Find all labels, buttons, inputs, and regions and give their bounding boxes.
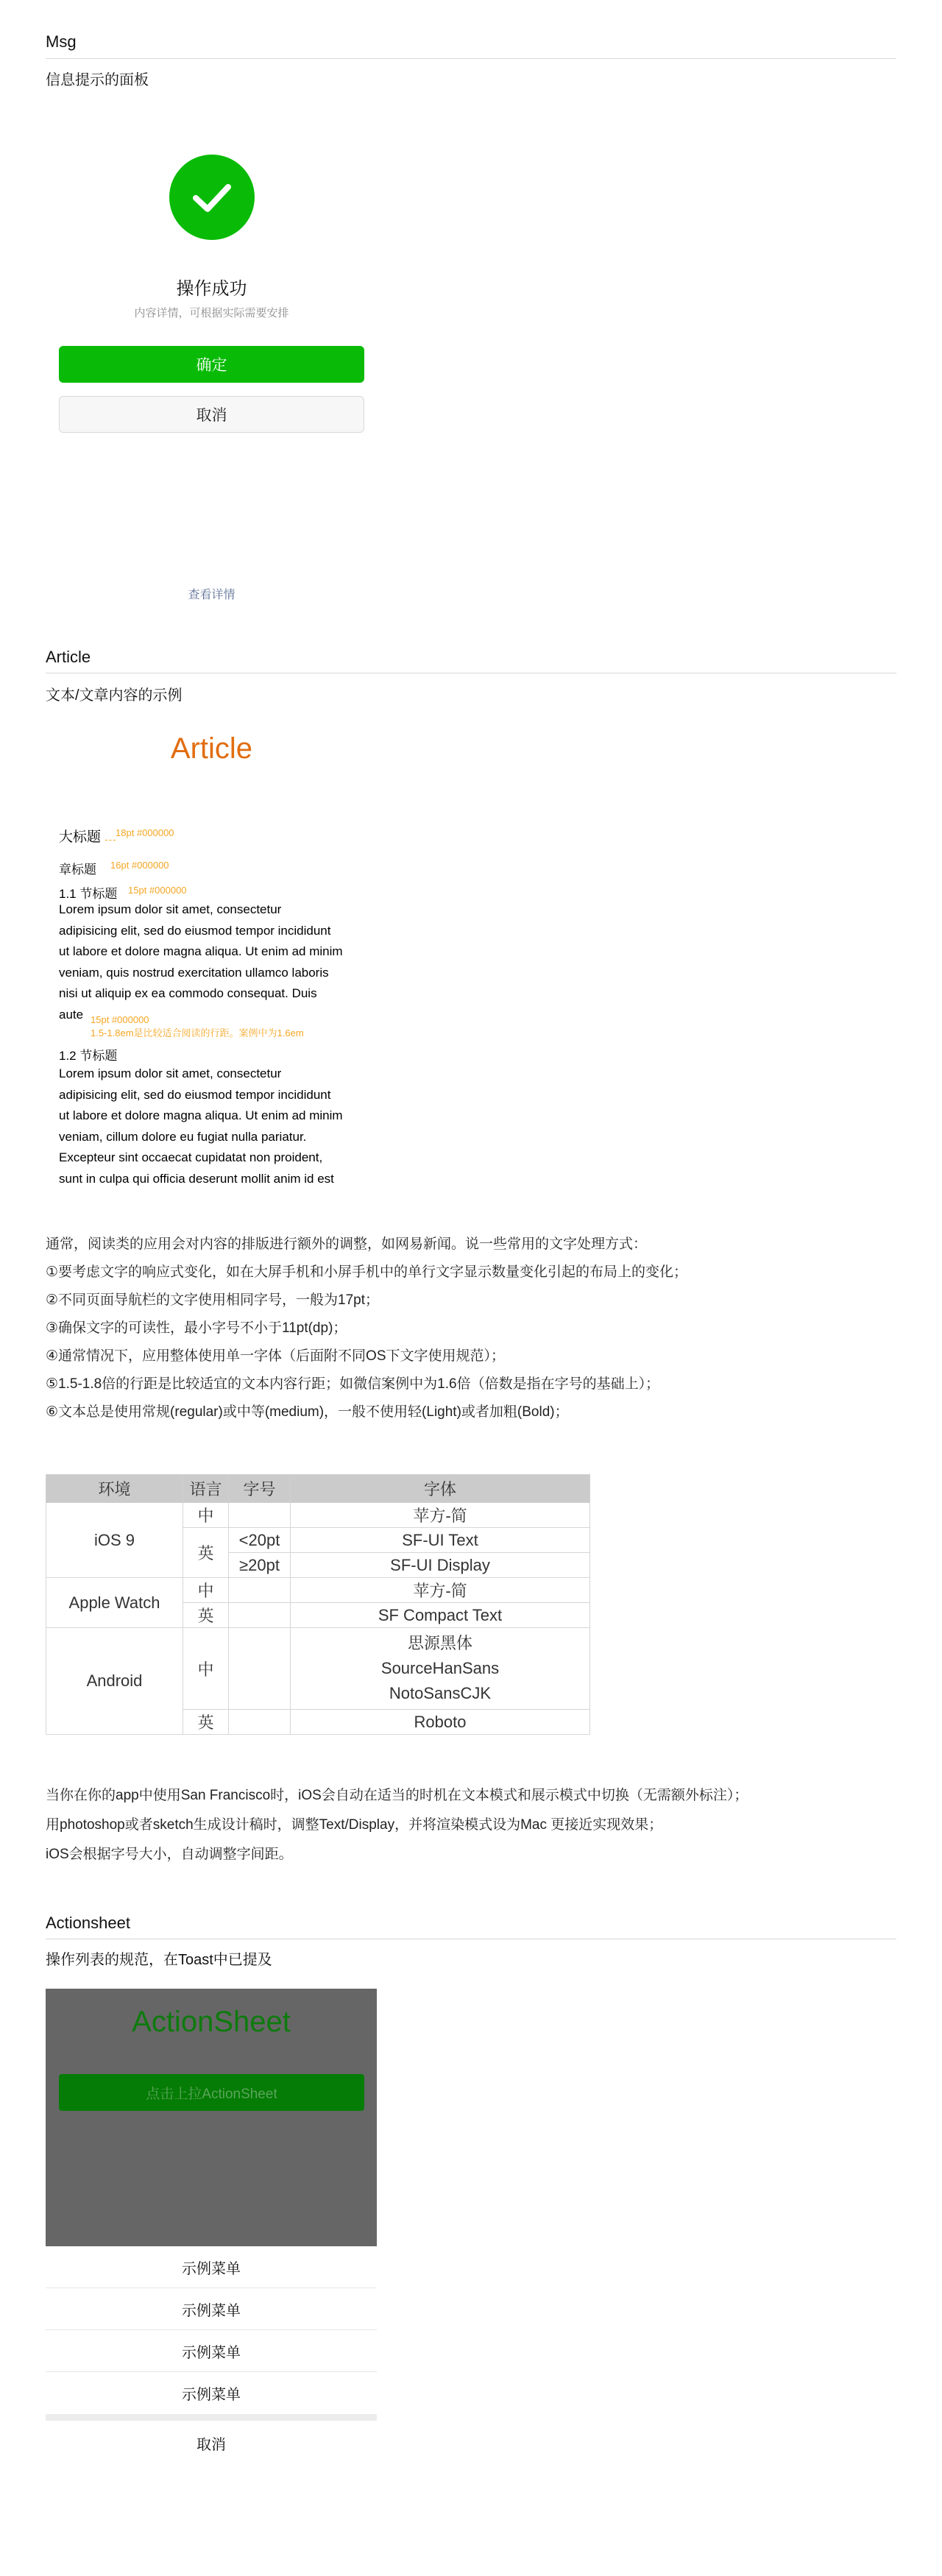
note-line: 用photoshop或者sketch生成设计稿时，调整Text/Display，并将渲染模式设为Mac 更接近实现效果；: [46, 1817, 663, 1833]
table-cell: 中: [183, 1628, 229, 1710]
font-name: 思源黑体: [407, 1634, 472, 1652]
table-cell: SF Compact Text: [291, 1603, 590, 1628]
paragraph-annotation-2: 1.5-1.8em是比较适合阅读的行距。案例中为1.6em: [91, 1027, 304, 1038]
msg-divider: [46, 58, 896, 59]
paragraph-line: Lorem ipsum dolor sit amet, consectetur: [59, 902, 282, 916]
table-cell: [291, 1628, 590, 1710]
big-title-annotation: 18pt #000000: [116, 827, 174, 838]
cancel-button[interactable]: 取消: [59, 396, 364, 433]
table-cell: iOS 9: [46, 1503, 183, 1578]
article-section2-title: 1.2 节标题: [59, 1049, 118, 1063]
paragraph-line: aute: [59, 1007, 84, 1022]
actionsheet-menu-item[interactable]: 示例菜单: [46, 2246, 377, 2288]
article-paragraph-1: [59, 899, 375, 1025]
paragraph-line: nisi ut aliquip ex ea commodo consequat. Duis: [59, 986, 317, 1000]
font-spec-table: [46, 1474, 590, 1735]
table-cell: 苹方-简: [291, 1503, 590, 1528]
paragraph-line: sunt in culpa qui officia deserunt mollit anim id est: [59, 1171, 334, 1186]
msg-heading: 操作成功: [176, 279, 247, 299]
typography-notes: [46, 1231, 687, 1426]
actionsheet-section-subtitle: 操作列表的规范，在Toast中已提及: [46, 1952, 272, 1968]
msg-section-subtitle: 信息提示的面板: [46, 72, 149, 88]
table-header: 字号: [229, 1475, 291, 1503]
table-cell: 中: [183, 1578, 229, 1603]
paragraph-line: ut labore et dolore magna aliqua. Ut enim ad minim: [59, 944, 343, 958]
table-cell: [229, 1628, 291, 1710]
table-cell: Roboto: [291, 1710, 590, 1735]
note-line: 当你在你的app中使用San Francisco时，iOS会自动在适当的时机在文本模式和展示模式中切换（无需额外标注）；: [46, 1788, 748, 1803]
note-line: 通常，阅读类的应用会对内容的排版进行额外的调整，如网易新闻。说一些常用的文字处理方式：: [46, 1236, 648, 1252]
note-line: iOS会根据字号大小，自动调整字间距。: [46, 1847, 293, 1862]
msg-section-title: Msg: [46, 32, 77, 51]
table-cell: 英: [183, 1710, 229, 1735]
article-heading: Article: [170, 732, 253, 765]
table-cell: Android: [46, 1628, 183, 1735]
table-cell: [229, 1603, 291, 1628]
table-cell: [229, 1710, 291, 1735]
article-chapter-title: 章标题: [59, 863, 96, 877]
table-row: [46, 1503, 590, 1528]
table-cell: 英: [183, 1603, 229, 1628]
paragraph-line: veniam, quis nostrud exercitation ullamco laboris: [59, 965, 329, 980]
table-cell: 中: [183, 1503, 229, 1528]
note-line: ④通常情况下，应用整体使用单一字体（后面附不同OS下文字使用规范）；: [46, 1348, 505, 1364]
paragraph-line: Excepteur sint occaecat cupidatat non proident,: [59, 1150, 323, 1164]
article-section-title: Article: [46, 648, 91, 666]
chapter-annotation: 16pt #000000: [110, 860, 169, 871]
table-header: 语言: [183, 1475, 229, 1503]
table-header: 字体: [291, 1475, 590, 1503]
section1-annotation: 15pt #000000: [128, 885, 187, 896]
actionsheet-separator: [46, 2414, 377, 2421]
actionsheet-menu-item[interactable]: 示例菜单: [46, 2372, 377, 2414]
show-actionsheet-button[interactable]: 点击上拉ActionSheet: [59, 2074, 364, 2111]
paragraph-line: veniam, cillum dolore eu fugiat nulla pariatur.: [59, 1129, 307, 1144]
table-header-row: [46, 1475, 590, 1503]
paragraph-line: Lorem ipsum dolor sit amet, consectetur: [59, 1066, 282, 1080]
note-line: ⑤1.5-1.8倍的行距是比较适宜的文本内容行距；如微信案例中为1.6倍（倍数是指在字号的基础上）；: [46, 1376, 660, 1392]
actionsheet-menu: [46, 2246, 377, 2465]
annotation-line: [105, 840, 116, 841]
note-line: ①要考虑文字的响应式变化，如在大屏手机和小屏手机中的单行文字显示数量变化引起的布局上的变化；: [46, 1264, 688, 1280]
actionsheet-menu-item[interactable]: 示例菜单: [46, 2330, 377, 2372]
actionsheet-heading: ActionSheet: [132, 2006, 291, 2038]
table-row: [46, 1628, 590, 1710]
actionsheet-menu-item[interactable]: 示例菜单: [46, 2288, 377, 2330]
note-line: ③确保文字的可读性，最小字号不小于11pt(dp)；: [46, 1320, 347, 1336]
article-section-subtitle: 文本/文章内容的示例: [46, 687, 183, 704]
table-cell: ≥20pt: [229, 1553, 291, 1578]
table-cell: 苹方-简: [291, 1578, 590, 1603]
note-line: ②不同页面导航栏的文字使用相同字号，一般为17pt；: [46, 1292, 380, 1308]
table-cell: SF-UI Display: [291, 1553, 590, 1578]
table-cell: Apple Watch: [46, 1578, 183, 1628]
confirm-button[interactable]: 确定: [59, 346, 364, 383]
font-name: NotoSansCJK: [389, 1684, 492, 1702]
paragraph-annotation-1: 15pt #000000: [91, 1014, 149, 1025]
article-paragraph-2: [59, 1064, 375, 1189]
paragraph-line: adipisicing elit, sed do eiusmod tempor incididunt: [59, 923, 331, 938]
table-cell: <20pt: [229, 1528, 291, 1553]
table-cell: [229, 1578, 291, 1603]
paragraph-line: adipisicing elit, sed do eiusmod tempor incididunt: [59, 1087, 331, 1102]
article-big-title: 大标题: [59, 829, 102, 845]
table-header: 环境: [46, 1475, 183, 1503]
article-section1-title: 1.1 节标题: [59, 887, 118, 901]
check-circle-icon: [169, 155, 255, 240]
sf-notes: [46, 1781, 748, 1869]
actionsheet-cancel-button[interactable]: 取消: [46, 2421, 377, 2465]
table-row: [46, 1578, 590, 1603]
actionsheet-section-title: Actionsheet: [46, 1914, 130, 1932]
paragraph-line: ut labore et dolore magna aliqua. Ut enim ad minim: [59, 1108, 343, 1122]
table-cell: [229, 1503, 291, 1528]
font-name: SourceHanSans: [380, 1659, 500, 1677]
view-details-link[interactable]: 查看详情: [188, 589, 236, 601]
table-cell: SF-UI Text: [291, 1528, 590, 1553]
note-line: ⑥文本总是使用常规(regular)或中等(medium)，一般不使用轻(Light)或者加粗(Bold)；: [46, 1404, 569, 1420]
table-cell: 英: [183, 1528, 229, 1578]
msg-description: 内容详情，可根据实际需要安排: [134, 307, 289, 319]
